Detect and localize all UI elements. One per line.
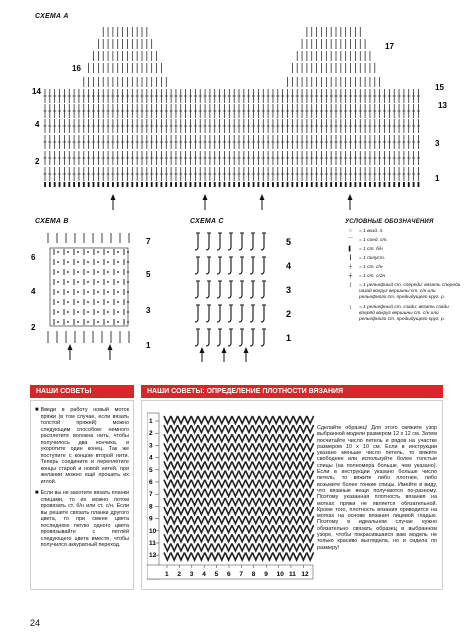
schema-a-row-15: 15: [435, 83, 444, 92]
schema-a-stitch: [408, 182, 410, 187]
gauge-panel: [141, 400, 443, 590]
legend-text: = 1 рельефный ст. сзади: вязать сзади вперёд вокруг вершины ст. с/н или рельефного ст. предыдущего круг. р.: [359, 305, 449, 322]
schema-c-stitch: [250, 281, 253, 298]
schema-b-stitch: [97, 261, 99, 263]
schema-b-stitch: [127, 271, 129, 273]
schema-a-stitch: [355, 182, 357, 187]
schema-b-stitch: [97, 321, 99, 323]
schema-b-stitch: [117, 321, 119, 323]
legend-item: [345, 283, 463, 301]
schema-a-stitch: [59, 182, 61, 187]
schema-b-stitch: [67, 261, 69, 263]
schema-b-row-1: 1: [146, 341, 151, 350]
schema-c-stitch: [206, 281, 209, 298]
legend-text: = 1 ст. с/2н: [359, 274, 386, 279]
schema-b-stitch: [57, 291, 59, 293]
schema-c-stitch: [250, 233, 253, 250]
ruler-label: 5: [214, 571, 219, 578]
schema-b-stitch: [117, 271, 119, 273]
schema-c-stitch: [206, 233, 209, 250]
schema-b-stitch: [57, 261, 59, 263]
schema-b-stitch: [77, 311, 79, 313]
back-post-icon: ʅ: [349, 305, 352, 310]
schema-c-stitch: [217, 233, 220, 250]
schema-a-row-16: 16: [72, 64, 81, 73]
schema-c-stitch: [228, 281, 231, 298]
ruler-label: 8: [251, 571, 256, 578]
schema-b-stitch: [67, 251, 69, 253]
schema-c-stitch: [250, 305, 253, 322]
schema-a-stitch: [398, 182, 400, 187]
schema-a-row-3: 3: [435, 139, 440, 148]
tip-text-1: Введи в работу новый моток пряжи (в том случае, если вязать толстой пряжей) можно следующим способом: немного расплетите волокна нить, чтобы получилось два кончика, и укоротите один конец. Так же поступите с концом второй нити. Теперь соедините и переплетите концы старой и новой нитей, при желании можно ещё прошить их иглой.: [40, 407, 129, 485]
schema-c-stitch: [228, 257, 231, 274]
schema-b-stitch: [107, 301, 109, 303]
schema-a-stitch: [374, 182, 376, 187]
ruler-label: 4: [202, 571, 206, 578]
schema-b-stitch: [57, 251, 59, 253]
schema-c-row-3: 3: [286, 285, 292, 295]
schema-b-frame: [50, 248, 128, 326]
schema-c-chart: [190, 228, 310, 363]
schema-c-stitch: [195, 329, 198, 346]
tip-text-2: Если вы не захотите вязать планки спицами, то их можно потом провязать ст. б/н или ст. с/н. Если вы решите связать планки другого цвета, то при смене цвета последнюю петлю одного цвета провязывайте с петлёй следующего цвета вместе, чтобы получился аккуратный переход.: [40, 490, 129, 548]
schema-b-stitch: [77, 261, 79, 263]
schema-b-row-4: 4: [31, 287, 36, 296]
gauge-title: НАШИ СОВЕТЫ: ОПРЕДЕЛЕНИЕ ПЛОТНОСТИ ВЯЗАНИЯ: [141, 385, 443, 398]
schema-a-stitch: [350, 182, 352, 187]
schema-b-stitch: [107, 281, 109, 283]
schema-a-row-1: 1: [435, 174, 440, 183]
schema-a-stitch: [49, 182, 51, 187]
schema-c-stitch: [261, 281, 264, 298]
schema-b-chart: [30, 228, 160, 363]
bullet-icon: ■: [35, 407, 39, 413]
schema-a-stitch: [306, 182, 308, 187]
schema-a-stitch: [165, 182, 167, 187]
schema-b-stitch: [87, 321, 89, 323]
schema-a-stitch: [146, 182, 148, 187]
schema-c-row-5: 5: [286, 237, 292, 247]
schema-c-stitch: [261, 329, 264, 346]
dc2-icon: ╪: [348, 274, 353, 279]
schema-c-title: СХЕМА С: [190, 218, 224, 225]
schema-a-stitch: [175, 182, 177, 187]
schema-a-row-2: 2: [35, 157, 40, 166]
schema-a-chart: [30, 18, 450, 213]
schema-b-arrow-head: [108, 344, 113, 350]
schema-a-stitch: [122, 182, 124, 187]
schema-b-row-5: 5: [146, 270, 151, 279]
schema-a-stitch: [272, 182, 274, 187]
legend-text: = 1 рельефный ст. спереди: вязать спереди назад вокруг вершины ст. с/н или рельефного ст. предыдущего круг. р.: [359, 283, 461, 300]
schema-c-stitch: [217, 281, 220, 298]
gauge-swatch: [147, 409, 319, 587]
schema-c-row-4: 4: [286, 261, 292, 271]
schema-b-stitch: [87, 301, 89, 303]
legend-item: [345, 238, 463, 244]
schema-c-arrow-head: [200, 347, 205, 353]
schema-a-stitch: [54, 182, 56, 187]
schema-c-arrow-head: [222, 347, 227, 353]
schema-a-stitch: [102, 182, 104, 187]
schema-c-stitch: [239, 281, 242, 298]
schema-c-stitch: [195, 233, 198, 250]
schema-b-stitch: [57, 311, 59, 313]
schema-a-stitch: [194, 182, 196, 187]
schema-a-stitch: [64, 182, 66, 187]
schema-b-stitch: [127, 301, 129, 303]
page-number: 24: [30, 618, 41, 628]
schema-a-stitch: [296, 182, 298, 187]
schema-a-stitch: [364, 182, 366, 187]
legend-item: [345, 256, 463, 262]
schema-b-stitch: [107, 291, 109, 293]
schema-b-stitch: [87, 311, 89, 313]
schema-c-stitch: [250, 257, 253, 274]
schema-a-stitch: [228, 182, 230, 187]
schema-b-stitch: [77, 271, 79, 273]
schema-a-stitch: [418, 182, 420, 187]
schema-b-stitch: [117, 261, 119, 263]
schema-b-stitch: [117, 251, 119, 253]
schema-a-stitch: [345, 182, 347, 187]
schema-b-stitch: [97, 311, 99, 313]
ruler-label: 8: [149, 503, 153, 511]
ruler-label: 1: [165, 571, 169, 578]
schema-a-stitch: [107, 182, 109, 187]
schema-c-stitch: [239, 233, 242, 250]
schema-c-stitch: [217, 329, 220, 346]
schema-a-stitch: [131, 182, 133, 187]
schema-b-stitch: [67, 311, 69, 313]
schema-a-stitch: [379, 182, 381, 187]
schema-a-stitch: [369, 182, 371, 187]
schema-b-stitch: [67, 321, 69, 323]
ruler-label: 3: [149, 442, 153, 450]
ruler-label: 10: [149, 527, 157, 535]
schema-a-stitch: [291, 182, 293, 187]
schema-b-stitch: [117, 301, 119, 303]
schema-a-stitch: [127, 182, 129, 187]
legend-item: [345, 229, 463, 235]
schema-a-stitch: [311, 182, 313, 187]
schema-a-stitch: [330, 182, 332, 187]
schema-a-stitch: [170, 182, 172, 187]
schema-a-title: СХЕМА А: [35, 13, 69, 20]
schema-b-stitch: [67, 271, 69, 273]
schema-a-arrow-head: [348, 194, 353, 200]
schema-b-stitch: [87, 261, 89, 263]
schema-b-row-2: 2: [31, 323, 36, 332]
schema-c-arrow-head: [244, 347, 249, 353]
ruler-label: 12: [149, 552, 157, 560]
schema-c-stitch: [206, 305, 209, 322]
schema-a-stitch: [243, 182, 245, 187]
schema-b-stitch: [67, 291, 69, 293]
schema-a-row-4: 4: [35, 120, 40, 129]
legend-text: = 1 полуст.: [359, 256, 386, 261]
schema-a-stitch: [384, 182, 386, 187]
schema-c-stitch: [217, 257, 220, 274]
ruler-label: 2: [149, 430, 153, 438]
schema-a-stitch: [97, 182, 99, 187]
schema-a-stitch: [180, 182, 182, 187]
schema-b-stitch: [67, 301, 69, 303]
ruler-label: 11: [149, 540, 156, 547]
gauge-text: Сделайте образец! Для этого свяжите узор выбранной модели размером 12 х 12 см. Затем посчитайте число петель и рядов на участке размером 10 х 10 см. Если в инструкции указано меньше число петель, то вяжите свободнее или используйте более толстые спицы (на полномера больше, чем указано). Если в инструкции указано больше число петель, то вяжите либо плотнее, либо возьмите более тонкие спицы. Имейте в виду, что вязаные вещи получаются по-разному. Поэтому указанная плотность вязания на мотках пряжи не является обязательной. Кроме того, плотность вязания приводится на мотках на основе вязания лицевой гладью. Поэтому в идеальном случае нужно обязательно связать образец в выбранном узоре, чтобы покрасившаяся вам модель не только красиво выглядела, но и сидела по размеру!: [317, 425, 437, 551]
schema-c-stitch: [228, 305, 231, 322]
schema-a-stitch: [388, 182, 390, 187]
ruler-label: 11: [289, 571, 296, 578]
schema-b-title: СХЕМА В: [35, 218, 69, 225]
schema-c-stitch: [239, 257, 242, 274]
schema-b-stitch: [117, 311, 119, 313]
tips-title: НАШИ СОВЕТЫ: [30, 385, 134, 398]
schema-b-stitch: [107, 251, 109, 253]
schema-a-stitch: [78, 182, 80, 187]
legend-item: [345, 265, 463, 271]
tip-paragraph: [35, 490, 129, 549]
ruler-label: 9: [149, 515, 153, 523]
legend-text: = 1 возд. п.: [359, 229, 384, 234]
schema-c-stitch: [261, 257, 264, 274]
schema-a-stitch: [136, 182, 138, 187]
schema-a-stitch: [156, 182, 158, 187]
schema-a-stitch: [204, 182, 206, 187]
schema-b-stitch: [97, 291, 99, 293]
legend-item: [345, 274, 463, 280]
schema-b-stitch: [87, 281, 89, 283]
schema-a-stitch: [340, 182, 342, 187]
ruler-label: 12: [301, 571, 309, 578]
tip-paragraph: [35, 407, 129, 485]
schema-b-stitch: [77, 291, 79, 293]
schema-a-arrow-head: [203, 194, 208, 200]
ruler-label: 1: [149, 418, 153, 425]
ruler-label: 4: [149, 454, 153, 462]
ruler-label: 10: [276, 571, 284, 578]
schema-b-stitch: [107, 271, 109, 273]
schema-a-stitch: [44, 182, 46, 187]
hdc-icon: ┃: [349, 256, 352, 261]
tips-block: [30, 385, 134, 591]
schema-a-stitch: [233, 182, 235, 187]
schema-a-stitch: [224, 182, 226, 187]
schema-c-stitch: [261, 305, 264, 322]
front-post-icon: ʃ: [349, 283, 352, 288]
schema-a-stitch: [88, 182, 90, 187]
schema-b-stitch: [87, 271, 89, 273]
schema-a-row-13: 13: [438, 101, 447, 110]
schema-c-stitch: [195, 281, 198, 298]
ruler-label: 7: [239, 571, 244, 578]
schema-a-stitch: [277, 182, 279, 187]
schema-c-stitch: [217, 305, 220, 322]
legend-text: = 1 ст. с/н: [359, 265, 383, 270]
schema-b-stitch: [117, 281, 119, 283]
schema-b-stitch: [127, 321, 129, 323]
slip-stitch-icon: ⌒: [348, 238, 353, 243]
schema-b-stitch: [77, 251, 79, 253]
schema-a-stitch: [335, 182, 337, 187]
tips-panel: [30, 400, 134, 590]
schema-b-stitch: [67, 281, 69, 283]
schema-a-stitch: [248, 182, 250, 187]
ruler-label: 2: [177, 571, 182, 578]
schema-a-stitch: [214, 182, 216, 187]
schema-c-stitch: [195, 257, 198, 274]
schema-b-stitch: [127, 251, 129, 253]
schema-a-stitch: [190, 182, 192, 187]
schema-a-stitch: [316, 182, 318, 187]
legend-text: = 1 ст. б/н: [359, 247, 383, 252]
schema-b-stitch: [127, 291, 129, 293]
schema-a-stitch: [238, 182, 240, 187]
schema-a-row-14: 14: [32, 87, 41, 96]
schema-c-stitch: [239, 305, 242, 322]
schema-a-stitch: [321, 182, 323, 187]
schema-b-stitch: [107, 261, 109, 263]
schema-b-stitch: [97, 301, 99, 303]
ruler-label: 5: [149, 466, 153, 474]
schema-b-stitch: [107, 311, 109, 313]
schema-a-stitch: [403, 182, 405, 187]
legend-text: = 1 соед. ст.: [359, 238, 388, 243]
schema-a-stitch: [209, 182, 211, 187]
schema-c-stitch: [228, 233, 231, 250]
legend: [345, 219, 463, 327]
schema-a-stitch: [151, 182, 153, 187]
sc-icon: ▌: [348, 247, 353, 252]
schema-c-row-1: 1: [286, 333, 292, 343]
legend-title: УСЛОВНЫЕ ОБОЗНАЧЕНИЯ: [345, 219, 434, 225]
schema-b-row-7: 7: [146, 237, 151, 246]
ruler-label: 9: [264, 571, 268, 578]
schema-a-stitch: [68, 182, 70, 187]
schema-b-stitch: [97, 271, 99, 273]
schema-b-stitch: [57, 301, 59, 303]
schema-a-stitch: [141, 182, 143, 187]
schema-c-stitch: [250, 329, 253, 346]
air-loop-icon: ○: [349, 229, 352, 234]
schema-b-stitch: [87, 291, 89, 293]
schema-a-stitch: [258, 182, 260, 187]
schema-b-stitch: [77, 301, 79, 303]
schema-a-stitch: [359, 182, 361, 187]
schema-b-stitch: [57, 281, 59, 283]
schema-a-stitch: [93, 182, 95, 187]
schema-b-stitch: [127, 261, 129, 263]
schema-a-stitch: [325, 182, 327, 187]
schema-a-stitch: [393, 182, 395, 187]
ruler-label: 7: [149, 491, 153, 499]
schema-b-stitch: [77, 281, 79, 283]
schema-b-row-6: 6: [31, 253, 36, 262]
schema-b-stitch: [57, 321, 59, 323]
schema-a-arrow-head: [111, 194, 116, 200]
schema-a-stitch: [219, 182, 221, 187]
schema-b-stitch: [127, 311, 129, 313]
schema-a-stitch: [199, 182, 201, 187]
schema-a-stitch: [112, 182, 114, 187]
schema-b-stitch: [127, 281, 129, 283]
schema-b-stitch: [57, 271, 59, 273]
legend-item: [345, 247, 463, 253]
schema-a-stitch: [117, 182, 119, 187]
schema-a-stitch: [161, 182, 163, 187]
bullet-icon: ■: [35, 490, 39, 496]
schema-c-stitch: [228, 329, 231, 346]
ruler-label: 6: [227, 571, 231, 578]
schema-b-stitch: [87, 251, 89, 253]
schema-b-stitch: [97, 281, 99, 283]
ruler-label: 3: [189, 571, 194, 578]
schema-b-stitch: [77, 321, 79, 323]
schema-a-stitch: [262, 182, 264, 187]
schema-b-row-3: 3: [146, 306, 151, 315]
schema-a-arrow-head: [260, 194, 265, 200]
schema-a-stitch: [282, 182, 284, 187]
schema-a-stitch: [287, 182, 289, 187]
schema-a-stitch: [253, 182, 255, 187]
schema-b-stitch: [97, 251, 99, 253]
schema-b-stitch: [107, 321, 109, 323]
schema-c-stitch: [206, 329, 209, 346]
schema-a-stitch: [83, 182, 85, 187]
schema-c-stitch: [261, 233, 264, 250]
legend-list: [345, 229, 463, 323]
schema-a-stitch: [413, 182, 415, 187]
legend-item: [345, 305, 463, 323]
schema-c-stitch: [195, 305, 198, 322]
ruler-label: 6: [149, 479, 153, 486]
schema-a-stitch: [73, 182, 75, 187]
schema-b-arrow-head: [68, 344, 73, 350]
dc-icon: ┼: [348, 265, 353, 270]
schema-a-stitch: [267, 182, 269, 187]
schema-a-stitch: [301, 182, 303, 187]
schema-c-stitch: [239, 329, 242, 346]
schema-c-row-2: 2: [286, 309, 292, 319]
gauge-block: [141, 385, 443, 591]
schema-b-stitch: [117, 291, 119, 293]
schema-a-row-17: 17: [385, 42, 394, 51]
schema-c-stitch: [206, 257, 209, 274]
schema-a-stitch: [185, 182, 187, 187]
